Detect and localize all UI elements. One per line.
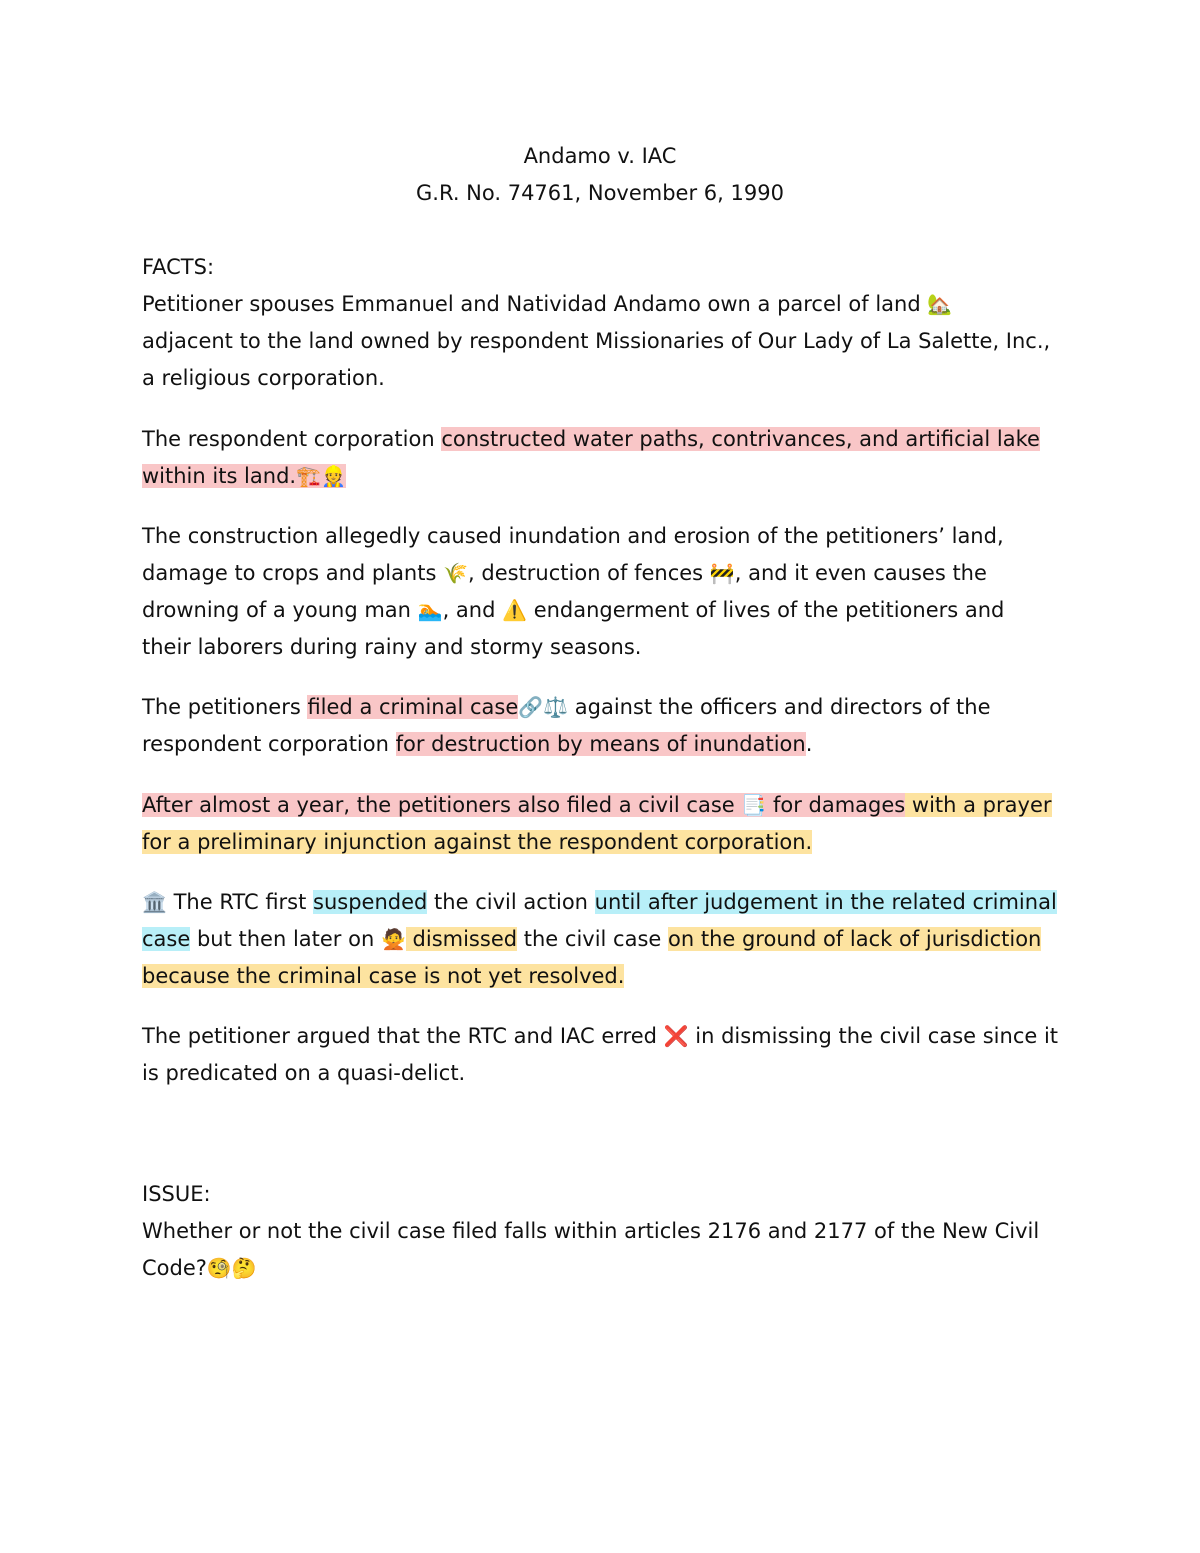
facts-p6-line2: case but then later on 🙅 dismissed the civil case on the ground of lack of jurisdiction xyxy=(142,927,1042,951)
document-icon: 📑 xyxy=(741,793,767,817)
facts-p2-line2 xyxy=(142,458,346,495)
facts-p3-line3: drowning of a young man 🏊, and ⚠️ endangerment of lives of the petitioners and xyxy=(142,598,1005,622)
highlight-until-judgement: until after judgement in the related criminal xyxy=(594,890,1057,914)
swimmer-icon: 🏊 xyxy=(417,598,443,622)
courthouse-icon: 🏛️ xyxy=(142,890,167,914)
facts-p4-line2: respondent corporation for destruction by means of inundation. xyxy=(142,732,813,756)
issue-line2: Code?🧐🤔 xyxy=(142,1256,257,1280)
facts-p1-line1: Petitioner spouses Emmanuel and Natividad Andamo own a parcel of land 🏡 xyxy=(142,292,953,316)
thinking-face-icon: 🤔 xyxy=(231,1256,257,1280)
highlight-criminal-unresolved: because the criminal case is not yet resolved. xyxy=(142,964,625,988)
facts-p2-line1: The respondent corporation constructed water paths, contrivances, and artificial lake xyxy=(142,427,1040,451)
house-icon: 🏡 xyxy=(927,292,953,316)
facts-p6-line1: 🏛️ The RTC first suspended the civil action until after judgement in the related criminal xyxy=(142,890,1057,914)
cross-mark-icon: ❌ xyxy=(663,1024,689,1048)
facts-p4-line1: The petitioners filed a criminal case🔗⚖️ against the officers and directors of the xyxy=(142,695,991,719)
person-gesturing-no-icon: 🙅 xyxy=(380,927,406,951)
highlight-suspended: suspended xyxy=(313,890,428,914)
facts-p3-line4: their laborers during rainy and stormy seasons. xyxy=(142,635,642,659)
facts-heading: FACTS: xyxy=(142,255,215,279)
facts-p1-line2: adjacent to the land owned by respondent Missionaries of Our Lady of La Salette, Inc., xyxy=(142,329,1051,353)
monocle-face-icon: 🧐 xyxy=(206,1256,232,1280)
facts-p6-line3 xyxy=(142,958,624,995)
issue-line1: Whether or not the civil case filed falls within articles 2176 and 2177 of the New Civil xyxy=(142,1219,1040,1243)
highlight-dismissed: dismissed xyxy=(405,927,518,951)
facts-p3-line2: damage to crops and plants 🌾, destruction of fences 🚧, and it even causes the xyxy=(142,561,987,585)
highlight-injunction: for a preliminary injunction against the respondent corporation. xyxy=(142,830,813,854)
scales-icon: ⚖️ xyxy=(543,695,569,719)
issue-heading: ISSUE: xyxy=(142,1182,211,1206)
worker-icon: 👷 xyxy=(320,464,346,488)
case-title: Andamo v. IAC xyxy=(523,144,677,168)
facts-p1-line3: a religious corporation. xyxy=(142,366,385,390)
crane-icon: 🏗️ xyxy=(296,464,321,488)
case-header xyxy=(142,138,1058,212)
handcuffs-icon: 🔗 xyxy=(518,695,544,719)
facts-p7-line1: The petitioner argued that the RTC and IAC erred ❌ in dismissing the civil case since it xyxy=(142,1024,1059,1048)
highlight-case: case xyxy=(142,927,191,951)
highlight-within-land: within its land.🏗️👷 xyxy=(142,464,346,488)
facts-p5-line1 xyxy=(142,787,1052,824)
case-citation: G.R. No. 74761, November 6, 1990 xyxy=(416,181,784,205)
highlight-prayer: with a prayer xyxy=(905,793,1052,817)
highlight-criminal-case: filed a criminal case xyxy=(307,695,519,719)
highlight-destruction: for destruction by means of inundation xyxy=(395,732,806,756)
warning-icon: ⚠️ xyxy=(502,598,528,622)
highlight-civil-case: After almost a year, the petitioners also filed a civil case 📑 for damages xyxy=(142,793,906,817)
facts-p3-line1: The construction allegedly caused inundation and erosion of the petitioners’ land, xyxy=(142,524,1004,548)
facts-p5-line2 xyxy=(142,824,812,861)
highlight-constructed: constructed water paths, contrivances, and artificial lake xyxy=(441,427,1040,451)
barrier-icon: 🚧 xyxy=(709,561,735,585)
highlight-lack-of-jurisdiction: on the ground of lack of jurisdiction xyxy=(668,927,1042,951)
facts-p7-line2: is predicated on a quasi-delict. xyxy=(142,1061,466,1085)
crops-icon: 🌾 xyxy=(443,561,469,585)
